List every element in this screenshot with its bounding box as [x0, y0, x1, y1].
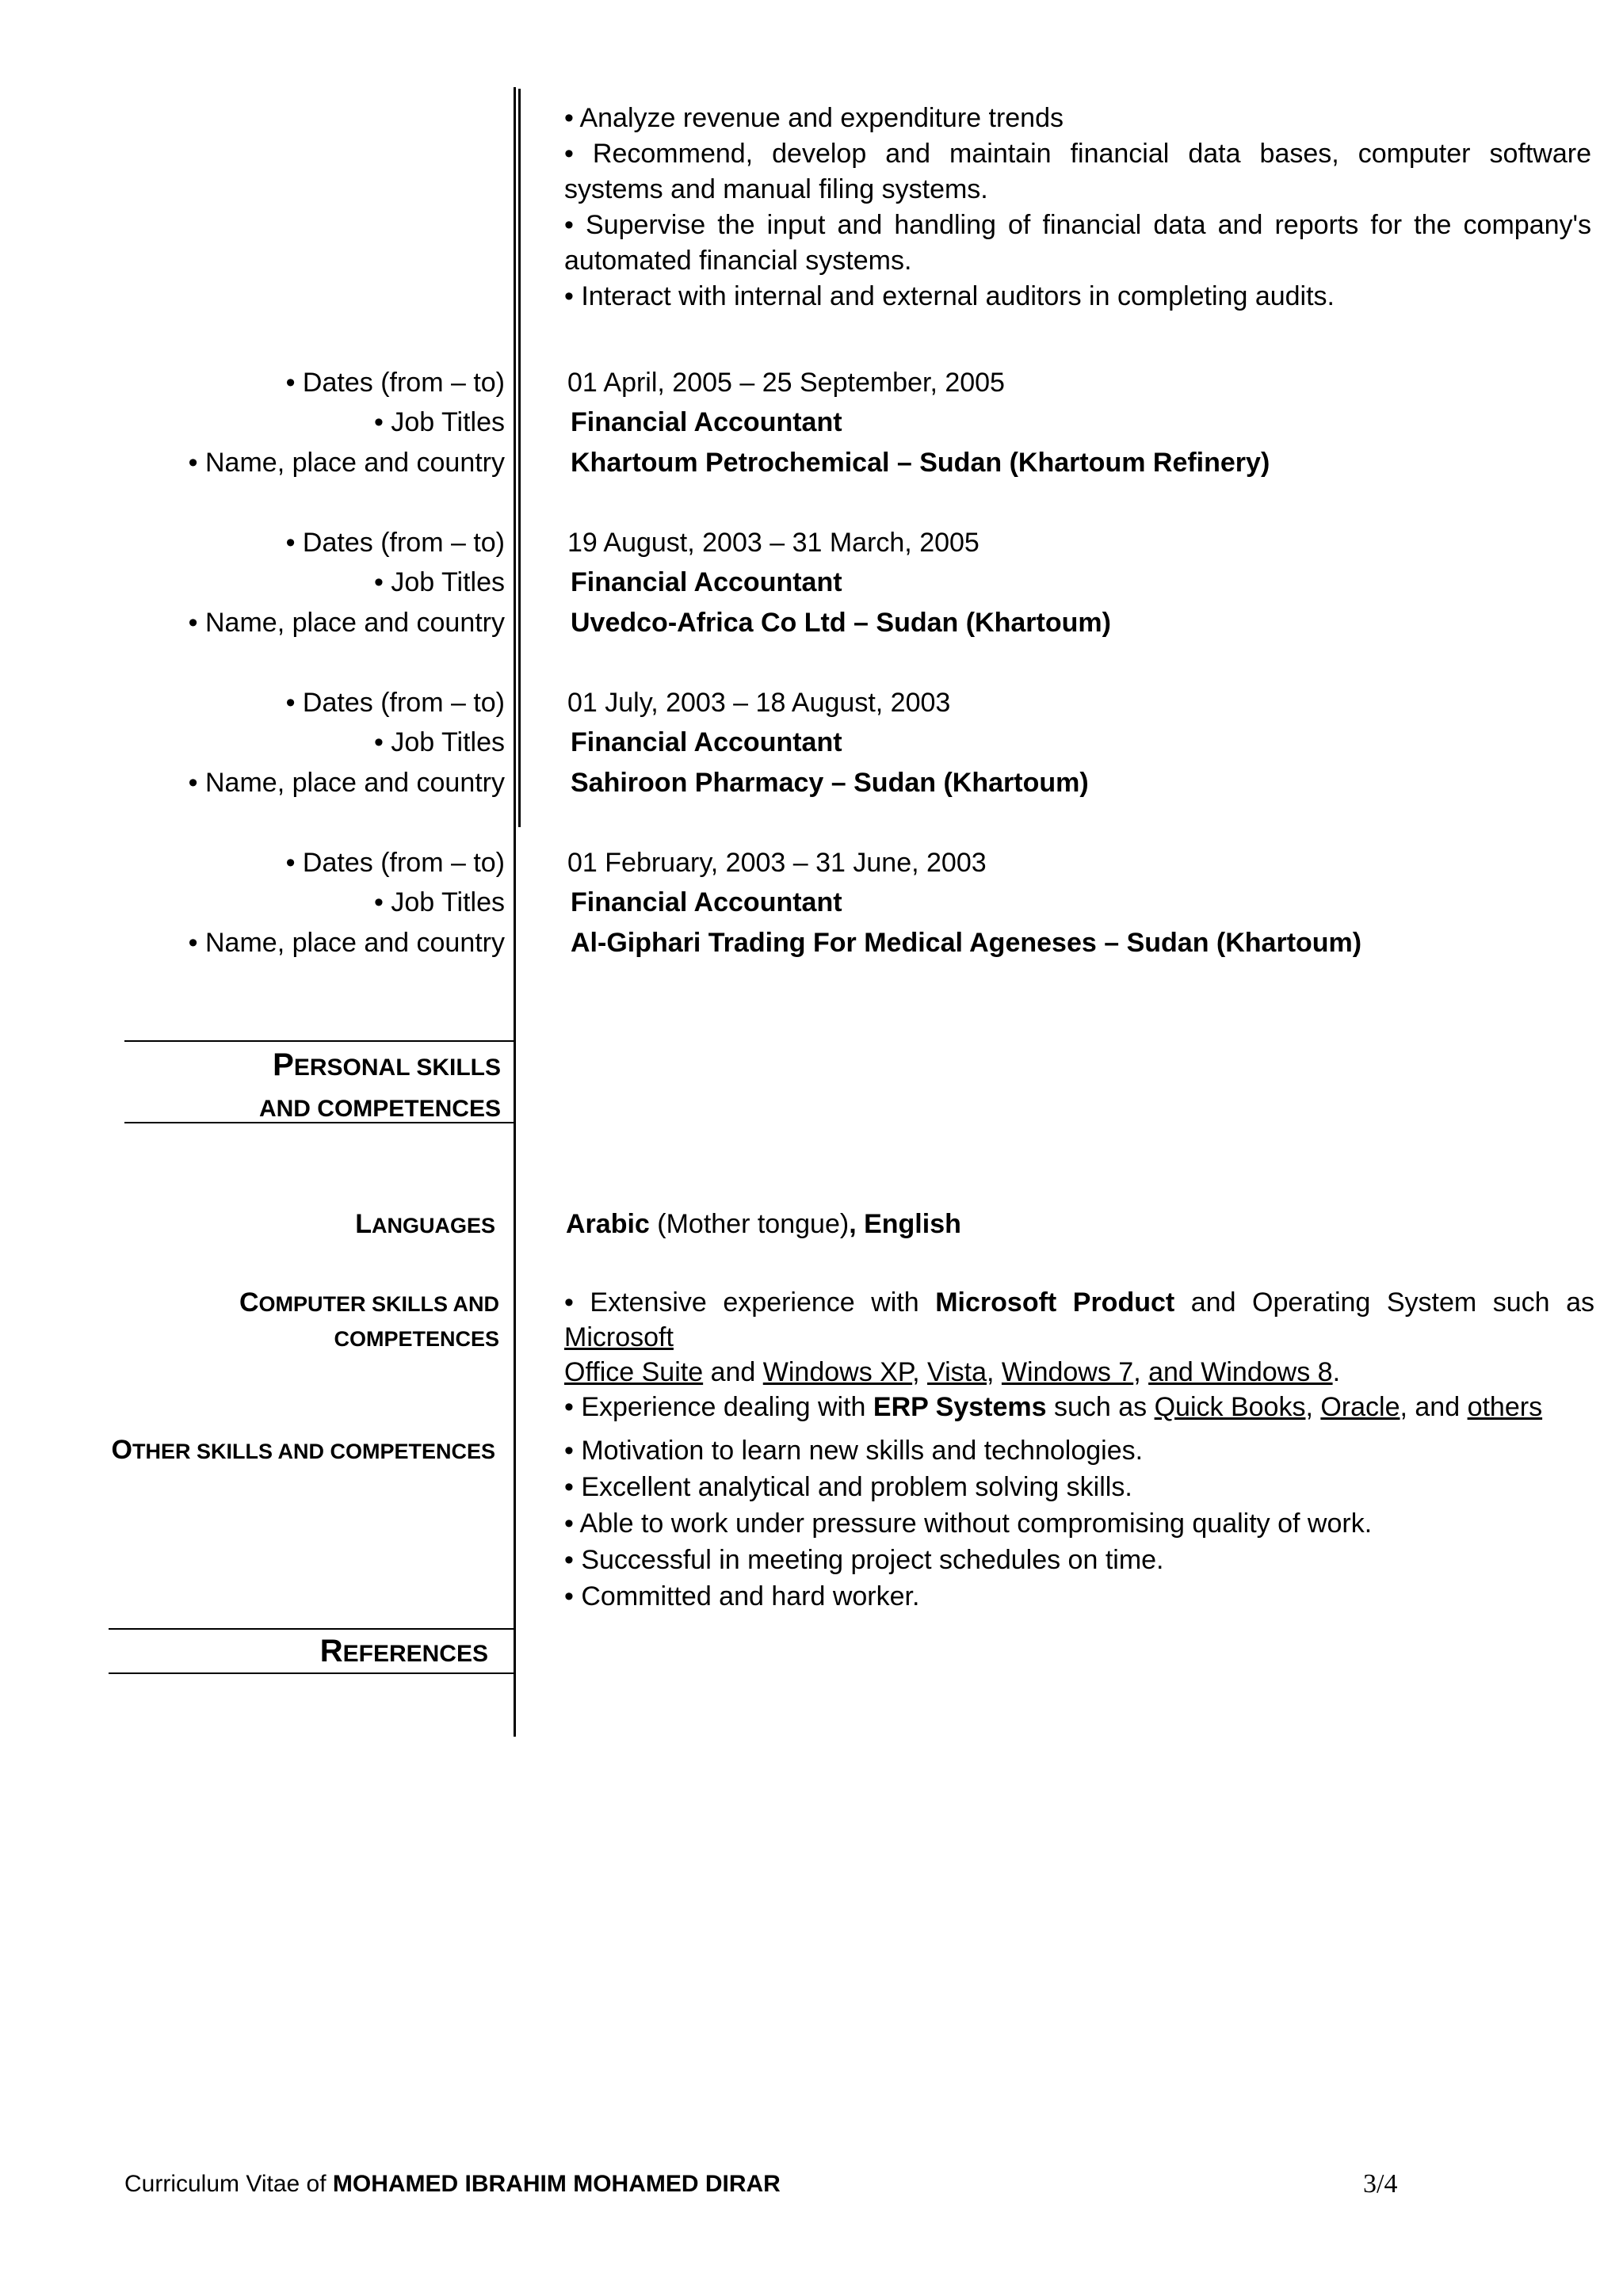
left-column-rule — [514, 87, 516, 1737]
list-item: • Excellent analytical and problem solving skills. — [564, 1472, 1132, 1502]
job-title-label: • Job Titles — [374, 567, 505, 597]
job-title-label: • Job Titles — [374, 407, 505, 437]
dates-label: • Dates (from – to) — [285, 688, 505, 718]
dates-label: • Dates (from – to) — [285, 528, 505, 558]
other-skills-heading: OTHER SKILLS AND COMPETENCES — [111, 1435, 495, 1465]
list-item: • Successful in meeting project schedules on time. — [564, 1545, 1164, 1575]
language-arabic: Arabic — [566, 1209, 650, 1239]
computer-skills-text: • Extensive experience with Microsoft Product and Operating System such as Microsoft Office Suite and Windows XP, Vista, Windows 7, and Windows 8. • Experience dealing with ERP Systems such as Quick Books, Oracle, and others — [564, 1287, 1594, 1422]
job-title-label: • Job Titles — [374, 727, 505, 757]
link-others[interactable]: others — [1467, 1392, 1543, 1422]
link-microsoft-office[interactable]: Microsoft — [564, 1322, 674, 1352]
job-title: Financial Accountant — [571, 727, 842, 757]
references-rule-top — [109, 1628, 514, 1630]
job-place: Khartoum Petrochemical – Sudan (Khartoum Refinery) — [571, 448, 1270, 478]
link-windows-8[interactable]: and Windows 8 — [1148, 1357, 1333, 1387]
section-rule-bottom — [124, 1122, 514, 1123]
link-office-suite[interactable]: Office Suite — [564, 1357, 704, 1387]
link-quick-books[interactable]: Quick Books — [1154, 1392, 1306, 1422]
duties-list — [564, 101, 1591, 315]
computer-skills-heading: COMPUTER SKILLS AND COMPETENCES — [239, 1287, 499, 1351]
job-dates: 01 April, 2005 – 25 September, 2005 — [567, 368, 1005, 398]
place-label: • Name, place and country — [188, 448, 505, 478]
references-heading: REFERENCES — [319, 1634, 488, 1669]
dates-label: • Dates (from – to) — [285, 848, 505, 878]
personal-skills-heading: PERSONAL SKILLS AND COMPETENCES — [258, 1047, 501, 1122]
job-dates: 01 July, 2003 – 18 August, 2003 — [567, 688, 951, 718]
job-dates: 19 August, 2003 – 31 March, 2005 — [567, 528, 980, 558]
section-rule-top — [124, 1040, 514, 1042]
duty-item: • Recommend, develop and maintain financial data bases, computer software systems and manual filing systems. — [564, 139, 1591, 204]
job-place: Sahiroon Pharmacy – Sudan (Khartoum) — [571, 768, 1089, 798]
link-oracle[interactable]: Oracle — [1320, 1392, 1400, 1422]
job-title: Financial Accountant — [571, 887, 842, 917]
dates-label: • Dates (from – to) — [285, 368, 505, 398]
place-label: • Name, place and country — [188, 768, 505, 798]
duty-item: • Supervise the input and handling of financial data and reports for the company's automated financial systems. — [564, 210, 1591, 276]
link-windows-xp[interactable]: Windows XP — [762, 1357, 913, 1387]
link-windows-7[interactable]: Windows 7 — [1001, 1357, 1134, 1387]
link-vista[interactable]: Vista — [927, 1357, 987, 1387]
inner-column-rule — [518, 89, 521, 827]
place-label: • Name, place and country — [188, 608, 505, 638]
languages-heading: LANGUAGES — [355, 1209, 495, 1239]
list-item: • Motivation to learn new skills and technologies. — [564, 1436, 1144, 1466]
job-place: Al-Giphari Trading For Medical Ageneses – Sudan (Khartoum) — [571, 928, 1362, 958]
job-title: Financial Accountant — [571, 567, 842, 597]
job-title-label: • Job Titles — [374, 887, 505, 917]
duty-item: • Interact with internal and external auditors in completing audits. — [564, 281, 1335, 311]
duty-item: • Analyze revenue and expenditure trends — [564, 103, 1064, 133]
list-item: • Committed and hard worker. — [564, 1581, 920, 1611]
job-dates: 01 February, 2003 – 31 June, 2003 — [567, 848, 987, 878]
other-skills-list — [564, 1432, 1591, 1615]
list-item: • Able to work under pressure without compromising quality of work. — [564, 1508, 1373, 1539]
page-number: 3/4 — [1363, 2169, 1398, 2199]
footer-cv-owner: Curriculum Vitae of MOHAMED IBRAHIM MOHAMED DIRAR — [124, 2171, 781, 2197]
language-english: English — [864, 1209, 961, 1239]
languages-value: Arabic (Mother tongue), English — [566, 1209, 961, 1239]
job-title: Financial Accountant — [571, 407, 842, 437]
references-rule-bottom — [109, 1672, 514, 1674]
job-place: Uvedco-Africa Co Ltd – Sudan (Khartoum) — [571, 608, 1111, 638]
place-label: • Name, place and country — [188, 928, 505, 958]
